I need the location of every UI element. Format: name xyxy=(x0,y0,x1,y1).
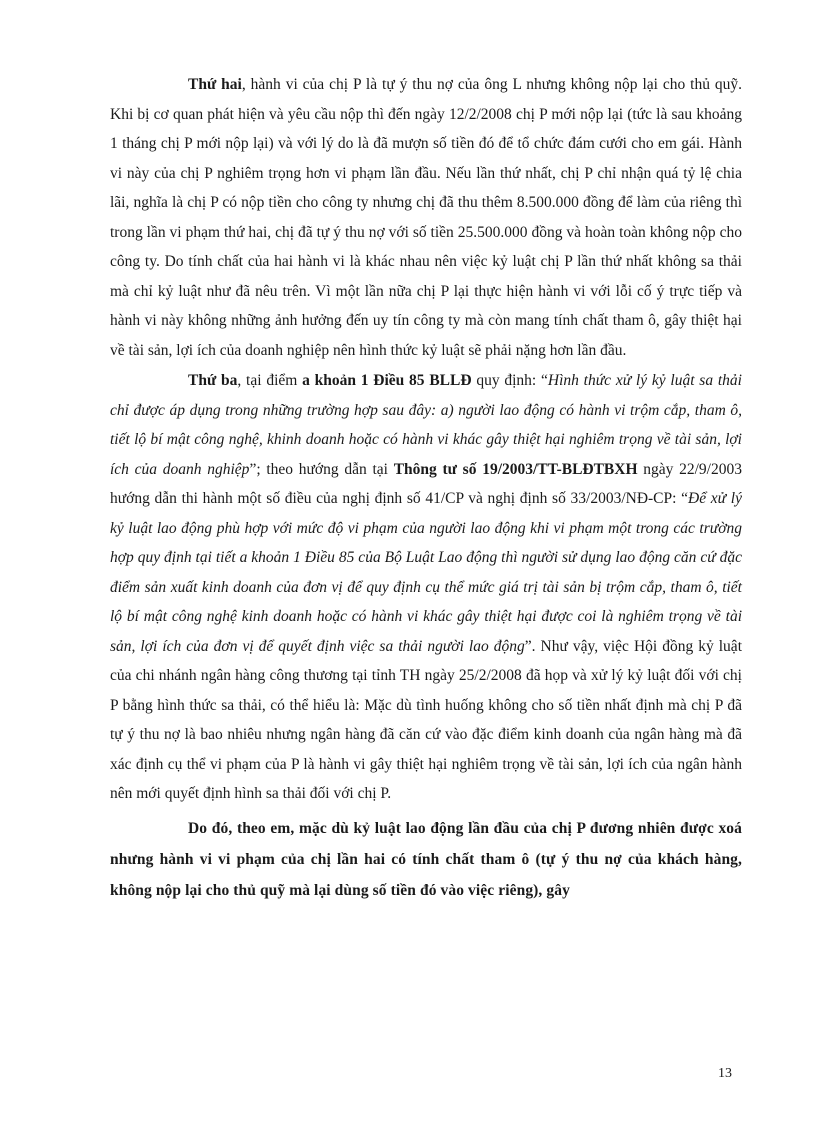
para2-text-5: ” xyxy=(524,637,532,655)
page-number: 13 xyxy=(718,1066,732,1081)
para2-text-4: ngày 22/9/2003 hướng dẫn thi hành một số điều của nghị định số 41/CP và nghị định số 33/2003/NĐ-CP: “ xyxy=(110,460,742,507)
quote-article-85: Hình thức xử lý kỷ luật sa thải chỉ được áp dụng trong những trường hợp sau đây: a) người lao động có hành vi trộm cắp, tham ô, tiết lộ bí mật công nghệ, khinh doanh hoặc có hành vi khác gây thiệt hại nghiêm trọng về tài sản, lợi ích của doanh nghiệp xyxy=(110,372,742,478)
paragraph-thu-ba xyxy=(110,366,742,809)
para2-text-1: , tại điểm xyxy=(237,372,303,389)
para2-text-3b: ; theo hướng dẫn tại xyxy=(256,460,394,478)
legal-ref-article-85: a khoản 1 Điều 85 BLLĐ xyxy=(302,372,472,389)
para3-text: Do đó, theo em, mặc dù kỷ luật lao động lần đầu của chị P đương nhiên được xoá nhưng hành vi vi phạm của chị lần hai có tính chất tham ô (tự ý thu nợ của khách hàng, không nộp lại cho thủ quỹ mà lại dùng số tiền đó vào việc riêng), gây xyxy=(110,819,742,899)
para1-text: , hành vi của chị P là tự ý thu nợ của ông L nhưng không nộp lại cho thủ quỹ. Khi bị cơ quan phát hiện và yêu cầu nộp thì đến ngày 12/2/2008 chị P mới nộp lại (tức là sau khoảng 1 tháng chị P mới nộp lại) và với lý do là đã mượn số tiền đó để tổ chức đám cưới cho em gái. Hành vi này của chị P nghiêm trọng hơn vi phạm lần đầu. Nếu lần thứ nhất, chị P chỉ nhận quá tỷ lệ chia lãi, nghĩa là chị P có nộp tiền cho công ty nhưng chị đã thu thêm 8.500.000 đồng để làm của riêng thì trong lần vi phạm thứ hai, chị đã tự ý thu nợ với số tiền 25.500.000 đồng và hoàn toàn không nộp cho công ty. Do tính chất của hai hành vi là khác nhau nên việc kỷ luật chị P lần thứ nhất không sa thải mà chỉ kỷ luật như đã nêu trên. Vì một lần nữa chị P lại thực hiện hành vi với lỗi cố ý trực tiếp và hành vi này không những ảnh hưởng đến uy tín công ty mà còn mang tính chất tham ô, gây thiệt hại về tài sản, lợi ích của doanh nghiệp nên hình thức kỷ luật sẽ phải nặng hơn lần đầu. xyxy=(110,76,742,359)
para2-text-3: ” xyxy=(249,460,257,478)
para2-lead: Thứ ba xyxy=(188,372,238,389)
paragraph-conclusion xyxy=(110,813,742,906)
para2-text-2: quy định: “ xyxy=(471,372,548,389)
document-body xyxy=(110,70,742,906)
paragraph-thu-hai xyxy=(110,70,742,365)
quote-circular: Để xử lý kỷ luật lao động phù hợp với mức độ vi phạm của người lao động khi vi phạm một trong các trường hợp quy định tại tiết a khoản 1 Điều 85 của Bộ Luật Lao động thì người sử dụng lao động căn cứ đặc điểm sản xuất kinh doanh của đơn vị để quy định cụ thể mức giá trị tài sản bị trộm cắp, tham ô, tiết lộ bí mật công nghệ kinh doanh hoặc có hành vi khác gây thiệt hại được coi là nghiêm trọng về tài sản, lợi ích của đơn vị để quyết định việc sa thải người lao động xyxy=(110,490,742,655)
para1-lead: Thứ hai xyxy=(188,76,242,93)
legal-ref-circular: Thông tư số 19/2003/TT-BLĐTBXH xyxy=(393,460,638,478)
para2-text-5b: . Như vậy, việc Hội đồng kỷ luật của chi nhánh ngân hàng công thương tại tỉnh TH ngày 25/2/2008 đã họp và xử lý kỷ luật đối với chị P bằng hình thức sa thải, có thể hiểu là: Mặc dù tình huống không cho số tiền nhất định mà chị P đã tự ý thu nợ là bao nhiêu nhưng ngân hàng đã căn cứ vào đặc điểm kinh doanh của ngân hàng mà đã xác định cụ thể vi phạm của P là hành vi gây thiệt hại nghiêm trọng về tài sản, lợi ích của ngân hành nên mới quyết định hình sa thải đối với chị P. xyxy=(110,637,742,802)
